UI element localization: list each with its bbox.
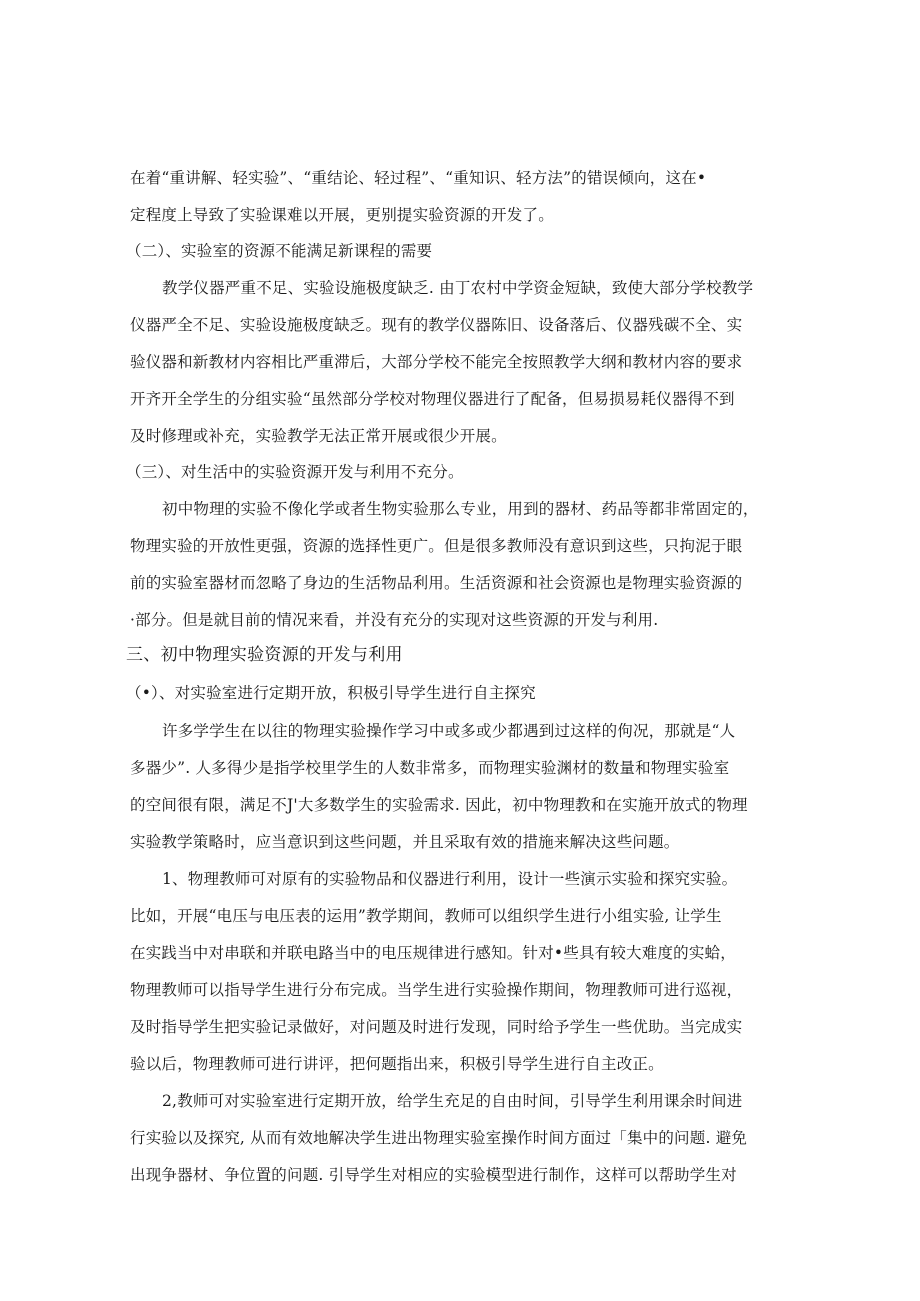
paragraph-line: 初中物理的实验不像化学或者生物实验那么专业，用到的器材、药品等都非常固定的，: [162, 500, 759, 518]
paragraph-line: 定程度上导致了实验课难以开展，更别提实验资源的开发了。: [130, 206, 554, 224]
paragraph-line: 在实践当中对串联和并联电路当中的电压规律进行感知。针对•些具有较大难度的实蛤，: [130, 944, 736, 962]
paragraph-line: 许多学学生在以往的物理实验操作学习中或多或少都遇到过这样的佝况，那就是“人: [162, 722, 736, 740]
section-subheading: （三）、对生活中的实验资源开发与利用不充分。: [126, 463, 464, 481]
paragraph-line: 及时修理或补充，实验教学无法正常开展或很少开展。: [130, 427, 507, 445]
paragraph-line: 在着“重讲解、轻实验”、“重结论、轻过程”、“重知识、轻方法”的错误倾向，这在•: [130, 169, 707, 187]
paragraph-line: 行实验以及探究, 从而有效地解决学生进出物理实验室操作时间方面过「集中的问题. 避免: [130, 1129, 748, 1147]
paragraph-line: 教学仪器严重不足、实验设施极度缺乏. 由丁农村中学资金短缺，致使大部分学校教学: [162, 279, 754, 297]
section-heading: 三、初中物理实验资源的开发与利用: [126, 645, 403, 665]
paragraph-line: 出现争器材、争位置的问题. 引导学生对相应的实验模型进行制作，这样可以帮助学生对: [130, 1166, 737, 1184]
paragraph-line: ·部分。但是就目前的情况来看，并没有充分的实现对这些资源的开发与利用.: [130, 611, 659, 629]
section-subheading: （•）、对实验室进行定期开放，积极引导学生进行自主探究: [126, 684, 536, 702]
paragraph-line: 及时指导学生把实验记录做好，对问题及时进行发现，同时给予学生一些优助。当完成实: [130, 1018, 743, 1036]
paragraph-line: 的空间很有限，满足不J'大多数学生的实验需求. 因此，初中物理教和在实施开放式的物理: [130, 796, 748, 814]
paragraph-line: 物理教师可以指导学生进行分布完成。当学生进行实验操作期间，物理教师可进行巡视，: [130, 981, 743, 999]
paragraph-line: 实验教学策略时，应当意识到这些问题，并且采取有效的措施来解决这些问题。: [130, 833, 680, 851]
paragraph-line: 开齐开全学生的分组实验“虽然部分学校对物理仪器进行了配备，但易损易耗仪器得不到: [130, 390, 735, 408]
paragraph-line: 仪器严全不足、实验设施极度缺乏。现有的教学仪器陈旧、设备落后、仪器残碳不全、实: [130, 316, 743, 334]
paragraph-line: 2,教师可对实验室进行定期开放，给学生充足的自由时间，引导学生利用课余时间进: [162, 1092, 743, 1110]
section-subheading: （二）、实验室的资源不能满足新课程的需要: [126, 242, 433, 260]
paragraph-line: 验以后，物理教师可进行讲评，把何题指出来，积极引导学生进行自主改正。: [130, 1055, 664, 1073]
paragraph-line: 前的实验室器材而忽略了身边的生活物品利用。生活资源和社会资源也是物理实验资源的: [130, 574, 743, 592]
paragraph-line: 验仪器和新教材内容相比严重滞后，大部分学校不能完全按照教学大纲和教材内容的要求: [130, 353, 743, 371]
paragraph-line: 物理实验的开放性更强，资源的选择性更广。但是很多教师没有意识到这些，只拘泥于眼: [130, 537, 743, 555]
paragraph-line: 比如，开展“电压与电压表的运用”教学期间，教师可以组织学生进行小组实验, 让学生: [130, 907, 722, 925]
paragraph-line: 多器少”. 人多得少是指学校里学生的人数非常多，而物理实验渊材的数量和物理实验室: [130, 759, 730, 777]
paragraph-line: 1、物理教师可对原有的实验物品和仪器进行利用，设计一些演示实验和探究实验。: [162, 870, 738, 888]
